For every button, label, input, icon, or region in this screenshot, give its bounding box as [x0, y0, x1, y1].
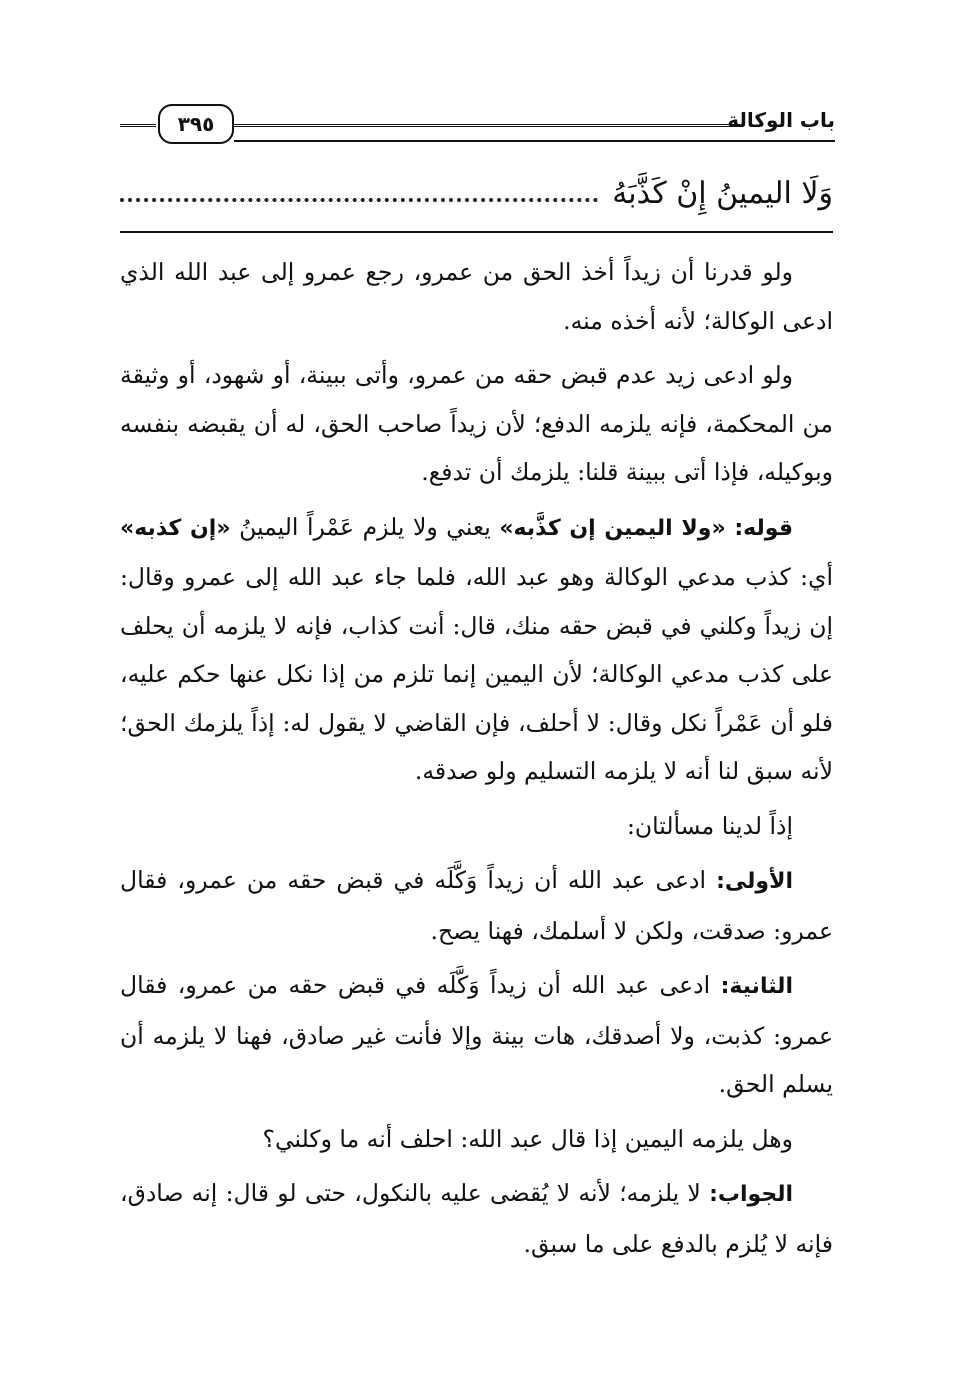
paragraph: إذاً لدينا مسألتان:	[626, 811, 793, 840]
bold-lead: الأولى:	[716, 869, 793, 894]
paragraph	[120, 503, 833, 796]
matn-text: وَلَا اليمينُ إِنْ كَذَّبَهُ	[612, 175, 833, 211]
paragraph	[120, 1169, 833, 1268]
page-header	[120, 100, 835, 150]
paragraph-text: أي: كذب مدعي الوكالة وهو عبد الله، فلما جاء عبد الله إلى عمرو وقال: إن زيداً وكلني في قبض حقه منك، قال: أنت كذاب، فإنه لا يلزمه أن يحلف على كذب مدعي الوكالة؛ لأن اليمين إنما تلزم من إذا نكل عنها حكم عليه، فلو أن عَمْراً نكل وقال: لا أحلف، فإن القاضي لا يقول له: إذاً يلزمك الحق؛ لأنه سبق لنا أنه لا يلزمه التسليم ولو صدقه.	[120, 563, 833, 785]
bold-lead: قوله: «ولا اليمين إن كذَّبه»	[499, 515, 793, 541]
dotted-leader	[120, 184, 598, 202]
header-rule-left	[120, 124, 156, 127]
matn-line	[120, 165, 833, 221]
header-rule	[234, 124, 740, 127]
bold-lead: الجواب:	[709, 1182, 793, 1207]
paragraph	[120, 856, 833, 955]
chapter-title: باب الوكالة	[727, 108, 835, 132]
bold-quote: «إن كذبه»	[120, 515, 231, 541]
paragraph	[120, 961, 833, 1109]
bold-lead: الثانية:	[720, 974, 793, 999]
paragraph: ولو ادعى زيد عدم قبض حقه من عمرو، وأتى ببينة، أو شهود، أو وثيقة من المحكمة، فإنه يلزمه الدفع؛ لأن زيداً صاحب الحق، له أن يقبضه بنفسه وبوكيله، فإذا أتى ببينة قلنا: يلزمك أن تدفع.	[120, 361, 833, 486]
matn-rule	[120, 231, 833, 233]
paragraph-text: لا يلزمه؛ لأنه لا يُقضى عليه بالنكول، حتى لو قال: إنه صادق، فإنه لا يُلزم بالدفع على ما سبق.	[120, 1179, 833, 1258]
body-text	[120, 248, 833, 1274]
paragraph-text: ادعى عبد الله أن زيداً وَكَّلَه في قبض حقه من عمرو، فقال عمرو: كذبت، ولا أصدقك، هات بينة وإلا فأنت غير صادق، فهنا لا يلزمه أن يسلم الحق.	[120, 971, 833, 1098]
paragraph: ولو قدرنا أن زيداً أخذ الحق من عمرو، رجع عمرو إلى عبد الله الذي ادعى الوكالة؛ لأنه أخذه منه.	[120, 258, 833, 335]
header-rule-thin	[234, 140, 835, 142]
paragraph-text: ادعى عبد الله أن زيداً وَكَّلَه في قبض حقه من عمرو، فقال عمرو: صدقت، ولكن لا أسلمك، فهنا يصح.	[120, 866, 833, 945]
paragraph: وهل يلزمه اليمين إذا قال عبد الله: احلف أنه ما وكلني؟	[262, 1124, 793, 1153]
page-number: ٣٩٥	[158, 104, 234, 144]
paragraph-text: يعني ولا يلزم عَمْراً اليمينُ	[230, 512, 500, 541]
